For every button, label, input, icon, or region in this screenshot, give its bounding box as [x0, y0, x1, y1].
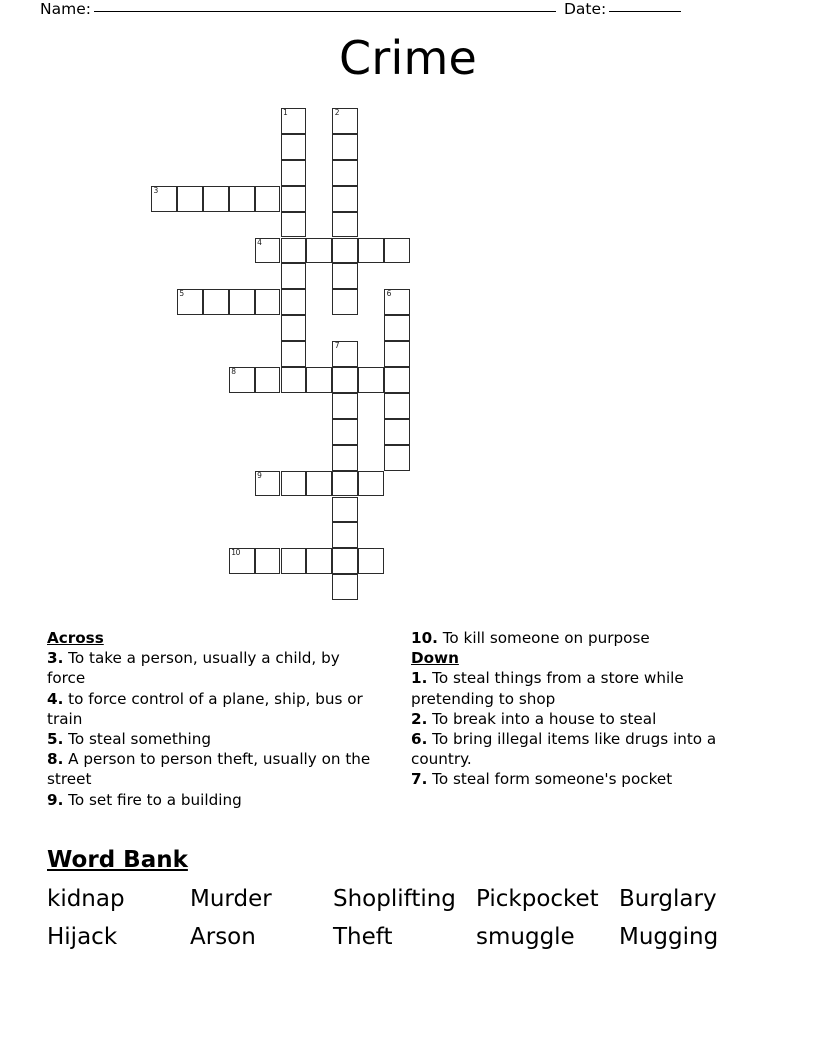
crossword-cell[interactable]: [306, 471, 332, 497]
crossword-cell[interactable]: [281, 212, 307, 238]
clue-down-6: [411, 729, 751, 769]
word-bank-row: [47, 918, 747, 956]
crossword-cell[interactable]: [229, 367, 255, 393]
cell-number: 9: [257, 470, 262, 480]
clue-across-5: [47, 729, 377, 749]
crossword-cell[interactable]: [281, 548, 307, 574]
crossword-cell[interactable]: [332, 367, 358, 393]
name-write-in-line[interactable]: [94, 11, 556, 12]
clue-text: To take a person, usually a child, by force: [47, 649, 340, 688]
crossword-cell[interactable]: [281, 471, 307, 497]
word-bank-word[interactable]: Shoplifting: [333, 886, 456, 912]
crossword-cell[interactable]: [203, 289, 229, 315]
cell-number: 3: [153, 185, 158, 195]
crossword-cell[interactable]: [332, 263, 358, 289]
crossword-cell[interactable]: [332, 497, 358, 523]
word-bank-word[interactable]: Theft: [333, 924, 393, 950]
crossword-cell[interactable]: [203, 186, 229, 212]
page-title: Crime: [339, 31, 477, 85]
crossword-cell[interactable]: [281, 315, 307, 341]
down-heading: Down: [411, 649, 459, 668]
crossword-cell[interactable]: [332, 289, 358, 315]
crossword-cell[interactable]: [332, 160, 358, 186]
cell-number: 10: [231, 548, 241, 558]
crossword-cell[interactable]: [358, 471, 384, 497]
clue-text: to force control of a plane, ship, bus or train: [47, 689, 363, 728]
crossword-cell[interactable]: [255, 367, 281, 393]
crossword-cell[interactable]: [177, 289, 203, 315]
clue-text: To set fire to a building: [63, 790, 242, 809]
clue-number: 8.: [47, 750, 64, 769]
word-bank-word[interactable]: Mugging: [619, 924, 719, 950]
crossword-cell[interactable]: [177, 186, 203, 212]
clue-across-4: [47, 689, 377, 729]
crossword-cell[interactable]: [281, 289, 307, 315]
clues-column-right: [411, 628, 751, 790]
cell-number: 6: [386, 289, 392, 299]
clue-number: 5.: [47, 730, 64, 749]
crossword-cell[interactable]: [281, 186, 307, 212]
word-bank-row: [47, 880, 747, 918]
crossword-cell[interactable]: [332, 108, 358, 134]
crossword-cell[interactable]: [384, 367, 410, 393]
crossword-cell[interactable]: [332, 548, 358, 574]
clue-text: A person to person theft, usually on the street: [47, 750, 371, 789]
date-write-in-line[interactable]: [609, 11, 681, 12]
word-bank-heading: Word Bank: [47, 847, 188, 873]
across-clue-list: [47, 648, 377, 810]
crossword-cell[interactable]: [384, 315, 410, 341]
crossword-cell[interactable]: [332, 574, 358, 600]
word-bank-word[interactable]: Arson: [190, 924, 256, 950]
crossword-cell[interactable]: [306, 367, 332, 393]
clue-number: 7.: [411, 770, 428, 789]
clue-across-8: [47, 749, 377, 789]
clue-across-9: [47, 790, 377, 810]
crossword-cell[interactable]: [281, 108, 307, 134]
clue-text: To steal form someone's pocket: [427, 770, 673, 789]
clue-text: To steal something: [63, 730, 211, 749]
crossword-cell[interactable]: [255, 471, 281, 497]
crossword-cell[interactable]: [358, 367, 384, 393]
clue-down-7: [411, 769, 751, 789]
crossword-cell[interactable]: [281, 134, 307, 160]
crossword-cell[interactable]: [384, 341, 410, 367]
crossword-cell[interactable]: [255, 548, 281, 574]
crossword-cell[interactable]: [332, 186, 358, 212]
name-date-header: [40, 0, 776, 24]
crossword-cell[interactable]: [384, 445, 410, 471]
crossword-cell[interactable]: [281, 238, 307, 264]
crossword-cell[interactable]: [332, 445, 358, 471]
crossword-cell[interactable]: [384, 419, 410, 445]
clue-down-1: [411, 668, 751, 708]
word-bank-word[interactable]: Pickpocket: [476, 886, 599, 912]
crossword-cell[interactable]: [332, 522, 358, 548]
name-label: Name:: [40, 0, 91, 18]
clue-across-10: [411, 628, 751, 648]
crossword-cell[interactable]: [332, 393, 358, 419]
crossword-cell[interactable]: [332, 471, 358, 497]
clue-number: 4.: [47, 689, 64, 708]
word-bank-list: [47, 880, 747, 956]
crossword-cell[interactable]: [281, 367, 307, 393]
word-bank-word[interactable]: kidnap: [47, 886, 125, 912]
crossword-cell[interactable]: [358, 548, 384, 574]
crossword-cell[interactable]: [229, 289, 255, 315]
crossword-cell[interactable]: [332, 238, 358, 264]
crossword-cell[interactable]: [332, 341, 358, 367]
word-bank-word[interactable]: Murder: [190, 886, 272, 912]
word-bank-word[interactable]: Hijack: [47, 924, 118, 950]
crossword-cell[interactable]: [332, 134, 358, 160]
cell-number: 1: [283, 108, 288, 117]
crossword-cell[interactable]: [255, 289, 281, 315]
clue-number: 10.: [411, 629, 438, 647]
clue-text: To bring illegal items like drugs into a country.: [411, 730, 717, 769]
crossword-cell[interactable]: [229, 548, 255, 574]
crossword-cell[interactable]: [281, 263, 307, 289]
clue-text: To break into a house to steal: [427, 709, 657, 728]
crossword-cell[interactable]: [151, 186, 177, 212]
across-clue-list-continued: [411, 628, 751, 648]
word-bank-word[interactable]: smuggle: [476, 924, 575, 950]
crossword-cell[interactable]: [358, 238, 384, 264]
crossword-cell[interactable]: [255, 186, 281, 212]
crossword-cell[interactable]: [384, 289, 410, 315]
clue-number: 2.: [411, 709, 428, 728]
cell-number: 2: [334, 108, 340, 117]
crossword-cell[interactable]: [281, 341, 307, 367]
clue-text: To kill someone on purpose: [437, 629, 650, 647]
clue-number: 1.: [411, 669, 428, 688]
crossword-cell[interactable]: [255, 238, 281, 264]
crossword-cell[interactable]: [229, 186, 255, 212]
crossword-grid: [151, 108, 451, 608]
crossword-cell[interactable]: [384, 393, 410, 419]
crossword-cell[interactable]: [332, 212, 358, 238]
word-bank-word[interactable]: Burglary: [619, 886, 717, 912]
cell-number: 5: [179, 289, 184, 299]
cell-number: 7: [334, 341, 340, 351]
crossword-cell[interactable]: [332, 419, 358, 445]
down-clue-list: [411, 668, 751, 789]
clue-number: 6.: [411, 730, 428, 749]
crossword-cell[interactable]: [281, 160, 307, 186]
clue-down-2: [411, 709, 751, 729]
clue-number: 3.: [47, 649, 64, 668]
clue-number: 9.: [47, 790, 64, 809]
date-label: Date:: [563, 0, 607, 18]
clues-column-left: [47, 628, 377, 810]
clue-text: To steal things from a store while pretending to shop: [411, 669, 684, 708]
crossword-cell[interactable]: [384, 238, 410, 264]
clue-across-3: [47, 648, 377, 688]
crossword-cell[interactable]: [306, 238, 332, 264]
crossword-cell[interactable]: [306, 548, 332, 574]
cell-number: 8: [231, 367, 236, 376]
across-heading: Across: [47, 629, 104, 647]
cell-number: 4: [257, 237, 262, 247]
